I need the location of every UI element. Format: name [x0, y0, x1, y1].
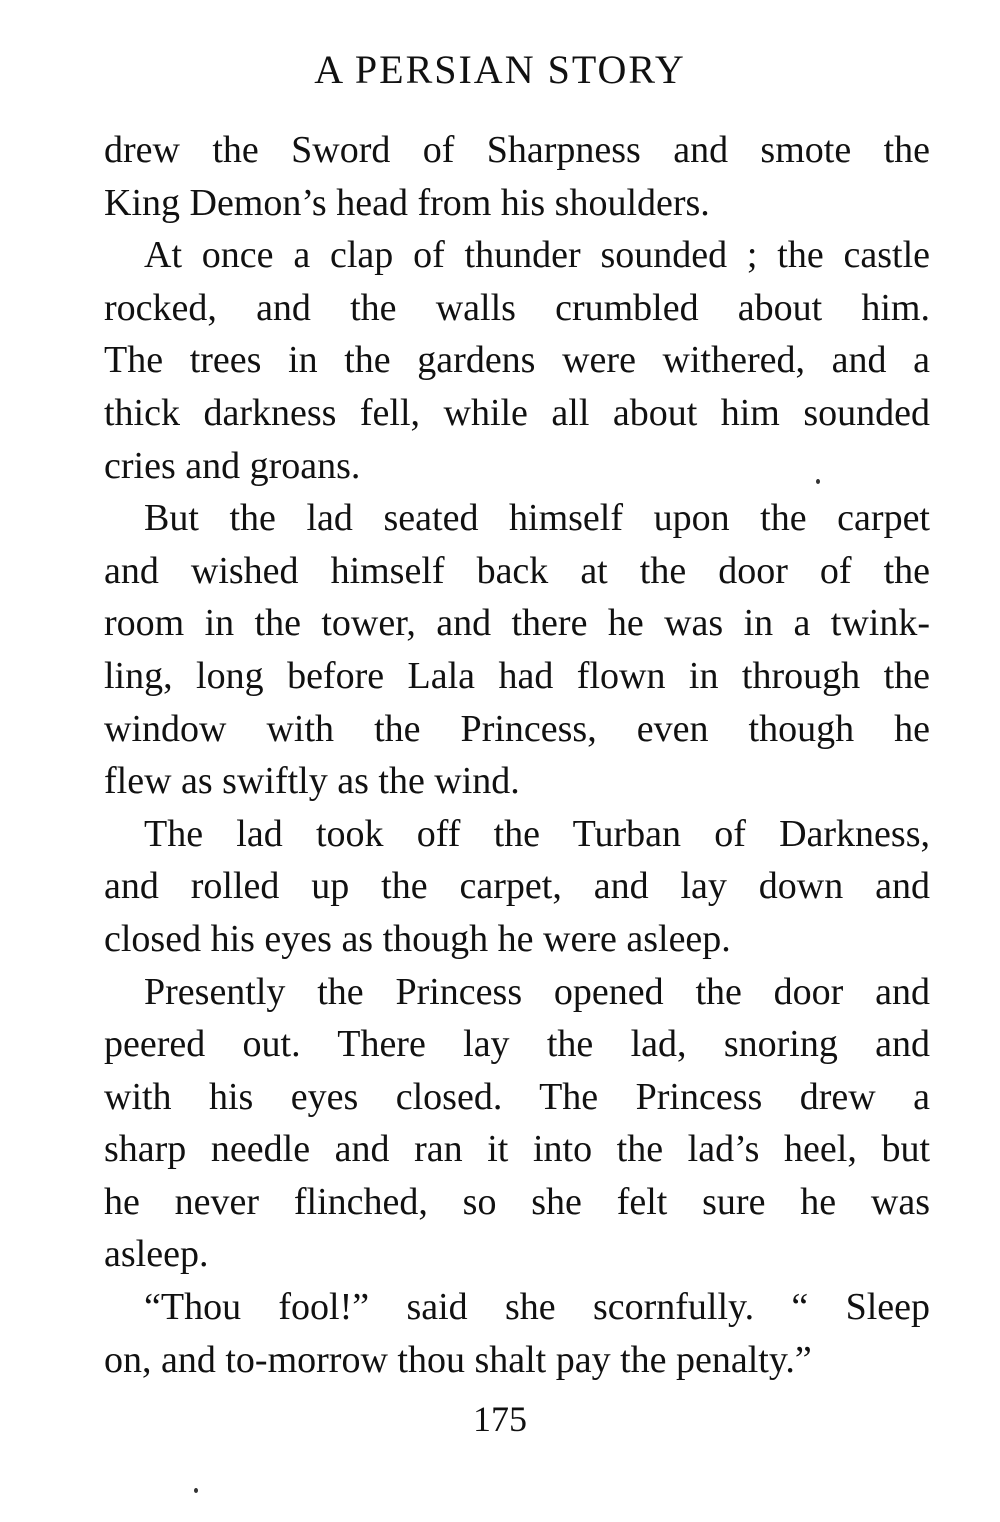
- text-line: and wished himself back at the door of the: [104, 549, 930, 592]
- text-line: thick darkness fell, while all about him sounded: [104, 391, 930, 434]
- text-line: The lad took off the Turban of Darkness,: [144, 812, 930, 855]
- text-line: ling, long before Lala had flown in through the: [104, 654, 930, 697]
- text-line: window with the Princess, even though he: [104, 707, 930, 750]
- paragraph: [104, 492, 930, 808]
- page-number: 175: [473, 1399, 527, 1439]
- text-line: “Thou fool!” said she scornfully. “ Sleep: [144, 1286, 930, 1329]
- text-line: At once a clap of thunder sounded ; the castle: [144, 234, 930, 277]
- text-line: asleep.: [104, 1233, 209, 1276]
- paragraph: [104, 124, 930, 229]
- text-line: But the lad seated himself upon the carpet: [144, 497, 930, 540]
- paragraph: [104, 808, 930, 966]
- text-line: The trees in the gardens were withered, and a: [104, 339, 930, 382]
- text-line: Presently the Princess opened the door and: [144, 970, 930, 1013]
- body-text: [104, 124, 930, 1386]
- running-head: A PERSIAN STORY: [314, 47, 686, 92]
- text-line: he never flinched, so she felt sure he was: [104, 1180, 930, 1223]
- text-line: and rolled up the carpet, and lay down and: [104, 865, 930, 908]
- text-line: room in the tower, and there he was in a twink-: [104, 602, 930, 645]
- paragraph: [104, 1281, 930, 1386]
- text-line: rocked, and the walls crumbled about him.: [104, 286, 930, 329]
- text-line: with his eyes closed. The Princess drew a: [104, 1075, 930, 1118]
- print-speck: [194, 1488, 198, 1493]
- text-line: flew as swiftly as the wind.: [104, 760, 520, 803]
- paragraph: [104, 966, 930, 1282]
- text-line: sharp needle and ran it into the lad’s heel, but: [104, 1128, 930, 1171]
- paragraph: [104, 229, 930, 492]
- print-speck: [816, 479, 820, 484]
- text-line: drew the Sword of Sharpness and smote the: [104, 129, 930, 171]
- text-line: on, and to-morrow thou shalt pay the penalty.”: [104, 1338, 812, 1381]
- text-line: peered out. There lay the lad, snoring and: [104, 1023, 930, 1066]
- text-line: closed his eyes as though he were asleep.: [104, 917, 731, 960]
- text-line: King Demon’s head from his shoulders.: [104, 181, 710, 224]
- text-line: cries and groans.: [104, 444, 361, 487]
